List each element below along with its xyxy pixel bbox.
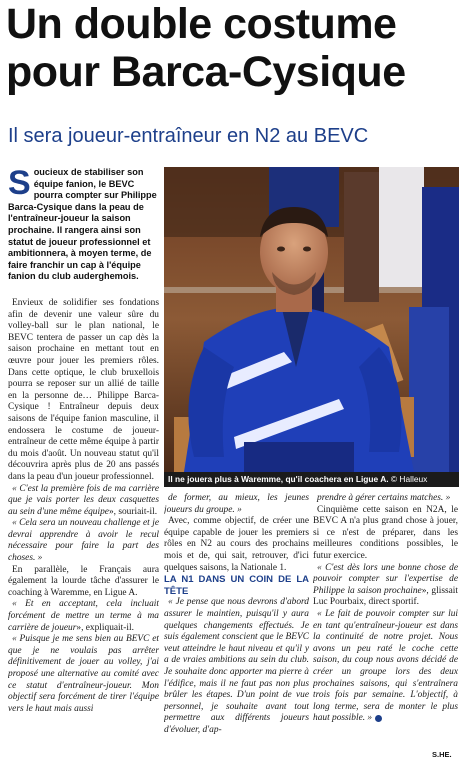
volleyball-player-photo	[164, 167, 459, 472]
quote-text: « Le fait de pouvoir compter sur lui en tant qu'entraîneur-joueur est dans la continuité de notre projet. Nous avons un peu raté le coche cette saison, du coup nous avons décidé de créer un groupe lors des deux prochaines saisons, qui s'entraînera trois fois par semaine. L'objectif, à long terme, sera de monter le plus haut possible. »	[313, 608, 458, 724]
article-paragraph	[8, 518, 159, 564]
article-column-2	[164, 493, 309, 755]
article-paragraph	[8, 599, 159, 634]
article-column-3	[313, 493, 458, 755]
photo-credit: © Halleux	[390, 474, 428, 484]
article-intro	[8, 164, 159, 283]
article-paragraph	[313, 505, 458, 563]
article-paragraph	[8, 298, 159, 484]
article-headline: Un double costume pour Barca-Cysique	[6, 0, 406, 96]
quote-text: « C'est la première fois de ma carrière que je vais porter les deux casquettes au sein d'une même équipe	[8, 483, 159, 517]
article-paragraph	[313, 493, 458, 505]
quote-text: « Et en acceptant, cela incluait forcément de mettre un terme à ma carrière de joueur	[8, 599, 159, 633]
section-subheading: LA N1 DANS UN COIN DE LA TÊTE	[164, 574, 309, 597]
quote-text: prendre à gérer certains matches. »	[317, 493, 451, 503]
article-paragraph	[164, 516, 309, 574]
article-paragraph	[164, 493, 309, 516]
body-text: En parallèle, le Français aura également la lourde tâche d'assurer le coaching à Waremme, en Ligue A.	[8, 564, 159, 598]
intro-text: oucieux de stabiliser son équipe fanion, le BEVC pourra compter sur Philippe Barca-Cysique dans la peau de l'entraîneur-joueur la saison prochaine. Il rangera ainsi son statut de joueur professionnel et ambitionnera, à moyen terme, de faire franchir un cap à l'équipe fanion du club auderghemois.	[8, 167, 157, 282]
article-paragraph	[313, 563, 458, 609]
article-paragraph	[8, 484, 159, 519]
article-paragraph	[164, 597, 309, 736]
caption-text: Il ne jouera plus à Waremme, qu'il coachera en Ligue A.	[168, 474, 389, 484]
quote-text: de former, au mieux, les jeunes joueurs du groupe. »	[164, 493, 309, 515]
body-text: », expliquait-il.	[76, 622, 134, 633]
quote-text: « Cela sera un nouveau challenge et je devrai apprendre à avoir le recul nécessaire pour faire la part des choses. »	[8, 518, 159, 564]
body-text: Avec, comme objectif, de créer une équipe capable de jouer les premiers rôles en N2 au cours des prochains mois et de, qui sait, retrouver, d'ici quelques saisons, la Nationale 1.	[164, 516, 309, 573]
article-paragraph	[8, 565, 159, 600]
body-text: Envieux de solidifier ses fondations afin de devenir une valeur sûre du volley-ball sur le plan national, le BEVC tentera de passer un cap dès la saison prochaine en mettant tout en œuvre pour jouer les premiers rôles. Dans cette optique, le club bruxellois pourra se reposer sur un allié de taille en la personne de… Philippe Barca-Cysique ! Entraîneur depuis deux saisons de l'équipe fanion masculine, il endossera le costume de joueur-entraîneur de cette même équipe à partir du mois d'août. Un nouveau statut qu'il découvrira après plus de 20 ans passés dans la peau d'un joueur professionnel.	[8, 298, 159, 482]
end-of-article-icon	[375, 715, 382, 722]
article-column-1	[8, 298, 159, 758]
body-text: », souriait-il.	[108, 506, 158, 517]
drop-cap: S	[8, 164, 31, 202]
article-photo	[164, 167, 459, 472]
quote-text: « Puisque je me sens bien au BEVC et que je ne voulais pas arrêter définitivement de jouer au volley, j'ai proposé une alternative au comité avec ce statut d'entraîneur-joueur. Mon objectif sera forcément de tirer l'équipe vers le haut mais aussi	[8, 634, 159, 714]
body-text: », glissait Luc Pourbaix, direct sportif.	[313, 585, 458, 608]
photo-caption	[164, 472, 459, 487]
article-paragraph	[313, 609, 458, 725]
article-paragraph	[8, 634, 159, 715]
quote-text: « C'est dès lors une bonne chose de pouvoir compter sur l'expertise de Philippe la saison prochaine	[313, 562, 458, 596]
body-text: Cinquième cette saison en N2A, le BEVC A n'a plus grand chose à jouer, si ce n'est de préparer, dans les meilleures conditions possibles, le futur exercice.	[313, 504, 458, 561]
article-subtitle: Il sera joueur-entraîneur en N2 au BEVC	[8, 125, 369, 147]
quote-text: « Je pense que nous devrons d'abord assurer le maintien, puisqu'il y aura quelques changements effectués. Je suis également conscient que le BEVC veut atteindre le haut niveau et qu'il y a de vraies ambitions au sein du club. Je souhaite donc apporter ma pierre à l'édifice, mais il ne faut pas non plus brûler les étapes. D'un point de vue personnel, je souhaite avant tout permettre aux différents joueurs d'évoluer, d'ap-	[164, 597, 309, 735]
author-byline: S.HE.	[432, 750, 452, 759]
